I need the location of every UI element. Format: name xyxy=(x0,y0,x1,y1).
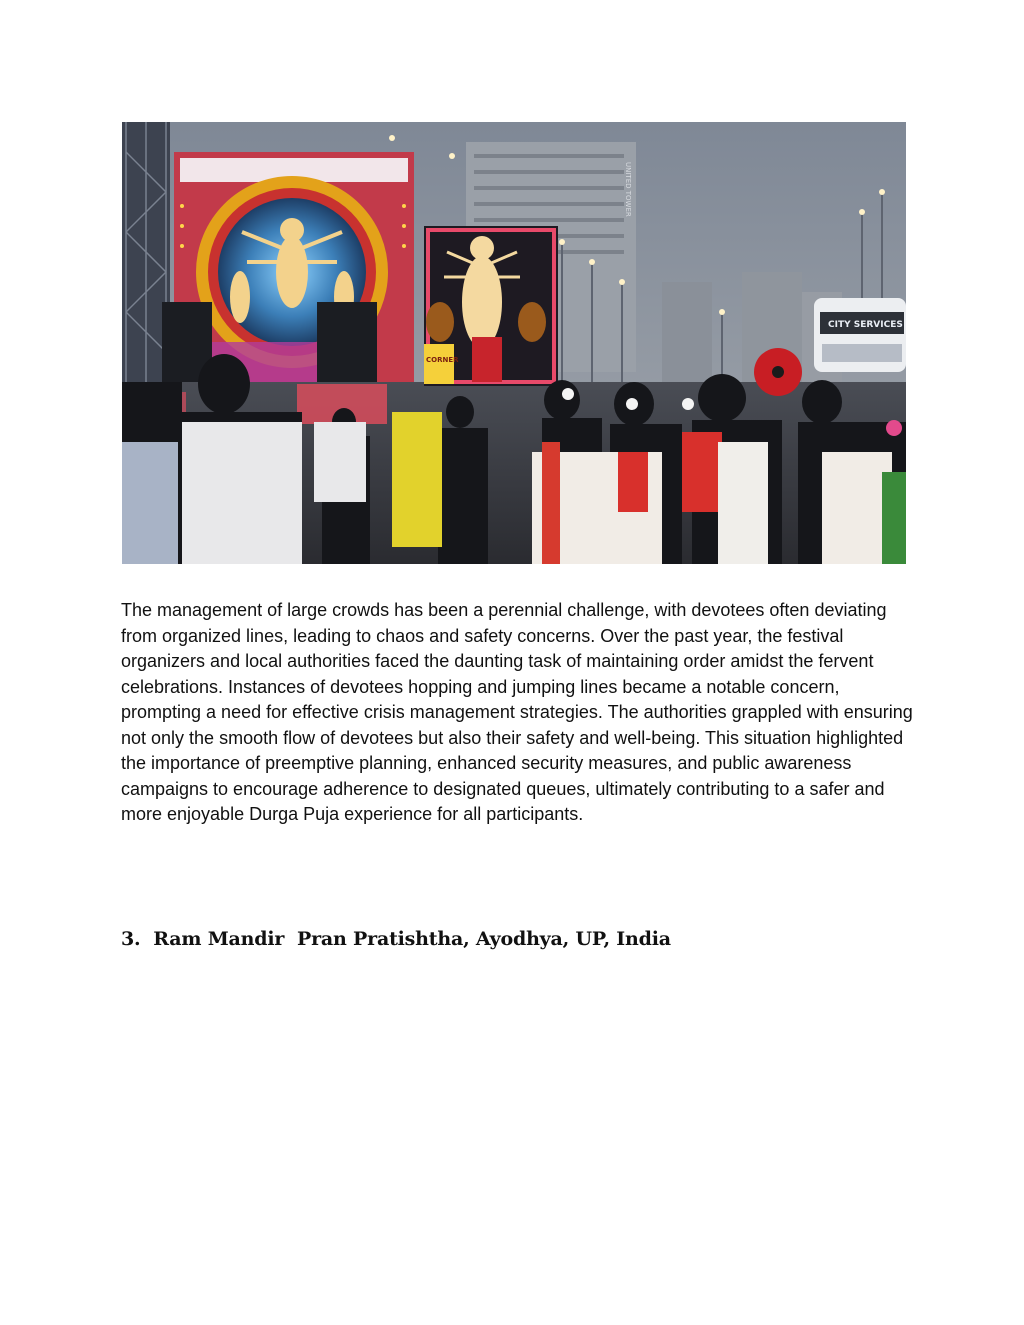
bus-sign: CITY SERVICES xyxy=(828,320,903,330)
building-sign: UNITED TOWER xyxy=(624,162,632,217)
festival-photo xyxy=(122,122,906,564)
body-paragraph: The management of large crowds has been a perennial challenge, with devotees often deviating from organized lines, leading to chaos and safety concerns. Over the past year, the festival organizers and local authorities faced the daunting task of maintaining order amidst the fervent celebrations. Instances of devotees hopping and jumping lines became a notable concern, prompting a need for effective crisis management strategies. The authorities grappled with ensuring not only the smooth flow of devotees but also their safety and well-being. This situation highlighted the importance of preemptive planning, enhanced security measures, and public awareness campaigns to encourage adherence to designated queues, ultimately contributing to a safer and more enjoyable Durga Puja experience for all participants. xyxy=(121,600,913,824)
section-heading: 3. Ram Mandir Pran Pratishtha, Ayodhya, UP, India xyxy=(121,928,671,950)
festival-photo-illustration xyxy=(122,122,906,564)
banner-text: CORNER xyxy=(426,356,459,364)
